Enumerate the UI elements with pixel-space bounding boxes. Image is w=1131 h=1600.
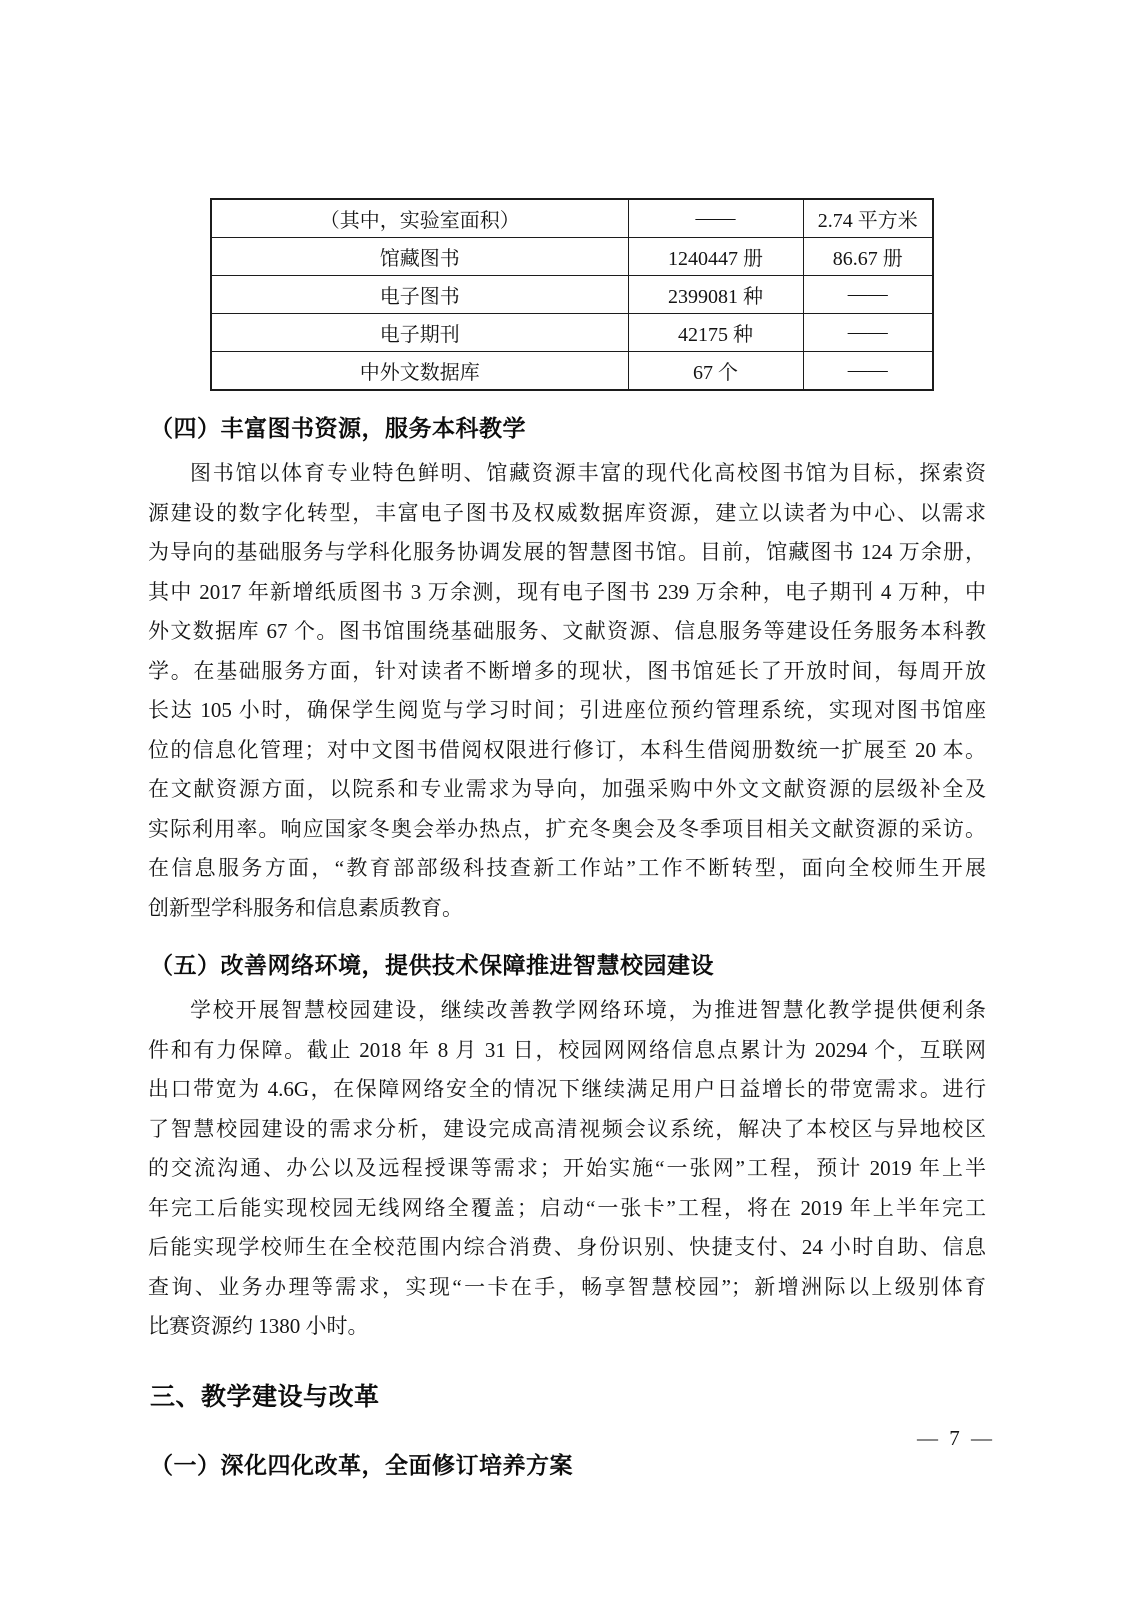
cell-total-value: 1240447 册 <box>628 238 803 276</box>
paragraph-line: 学校开展智慧校园建设，继续改善教学网络环境，为推进智慧化教学提供便利条 <box>190 998 986 1022</box>
cell-metric-name: 电子图书 <box>211 276 628 314</box>
paragraph-line: 为导向的基础服务与学科化服务协调发展的智慧图书馆。目前，馆藏图书 124 万余册， <box>148 540 986 564</box>
table-row <box>211 352 933 391</box>
section-4-paragraph <box>148 454 986 928</box>
paragraph-line: 在信息服务方面，“教育部部级科技查新工作站”工作不断转型，面向全校师生开展 <box>148 856 986 880</box>
paragraph-line: 件和有力保障。截止 2018 年 8 月 31 日，校园网网络信息点累计为 20294 个，互联网 <box>148 1037 986 1062</box>
paragraph-line: 创新型学科服务和信息素质教育。 <box>148 895 463 920</box>
paragraph-line: 长达 105 小时，确保学生阅览与学习时间；引进座位预约管理系统，实现对图书馆座 <box>148 698 986 722</box>
table-row <box>211 199 933 238</box>
page-content <box>148 0 986 1480</box>
cell-per-student-value: —— <box>803 276 933 314</box>
paragraph-line: 出口带宽为 4.6G，在保障网络安全的情况下继续满足用户日益增长的带宽需求。进行 <box>148 1077 986 1101</box>
cell-per-student-value: 2.74 平方米 <box>803 199 933 238</box>
cell-per-student-value: 86.67 册 <box>803 238 933 276</box>
paragraph-line: 源建设的数字化转型，丰富电子图书及权威数据库资源，建立以读者为中心、以需求 <box>148 500 986 525</box>
cell-metric-name: 馆藏图书 <box>211 238 628 276</box>
table-row <box>211 314 933 352</box>
paragraph-line: 的交流沟通、办公以及远程授课等需求；开始实施“一张网”工程，预计 2019 年上半 <box>148 1156 986 1180</box>
cell-total-value: 67 个 <box>628 352 803 391</box>
cell-total-value: —— <box>628 199 803 238</box>
chapter-heading-3: 三、教学建设与改革 <box>150 1382 380 1411</box>
paragraph-line: 图书馆以体育专业特色鲜明、馆藏资源丰富的现代化高校图书馆为目标，探索资 <box>190 461 986 485</box>
cell-per-student-value: —— <box>803 314 933 352</box>
cell-per-student-value: —— <box>803 352 933 391</box>
cell-metric-name: 电子期刊 <box>211 314 628 352</box>
paragraph-line: 查询、业务办理等需求，实现“一卡在手，畅享智慧校园”；新增洲际以上级别体育 <box>148 1274 986 1299</box>
table-row <box>211 238 933 276</box>
paragraph-line: 学。在基础服务方面，针对读者不断增多的现状，图书馆延长了开放时间，每周开放 <box>148 658 986 683</box>
paragraph-line: 外文数据库 67 个。图书馆围绕基础服务、文献资源、信息服务等建设任务服务本科教 <box>148 619 986 643</box>
cell-metric-name: 中外文数据库 <box>211 352 628 391</box>
table-row <box>211 276 933 314</box>
paragraph-line: 位的信息化管理；对中文图书借阅权限进行修订，本科生借阅册数统一扩展至 20 本。 <box>148 737 986 762</box>
section-heading-5: （五）改善网络环境，提供技术保障推进智慧校园建设 <box>150 952 714 978</box>
paragraph-line: 比赛资源约 1380 小时。 <box>148 1314 369 1338</box>
page-number: — 7 — <box>917 1426 995 1450</box>
library-stats-table <box>210 198 934 391</box>
section-heading-1: （一）深化四化改革，全面修订培养方案 <box>150 1451 573 1478</box>
cell-metric-name: （其中，实验室面积） <box>211 199 628 238</box>
paragraph-line: 了智慧校园建设的需求分析，建设完成高清视频会议系统，解决了本校区与异地校区 <box>148 1116 986 1141</box>
paragraph-line: 在文献资源方面，以院系和专业需求为导向，加强采购中外文文献资源的层级补全及 <box>148 777 986 801</box>
paragraph-line: 年完工后能实现校园无线网络全覆盖；启动“一张卡”工程，将在 2019 年上半年完工 <box>148 1195 986 1220</box>
paragraph-line: 其中 2017 年新增纸质图书 3 万余测，现有电子图书 239 万余种，电子期刊 4 万种，中 <box>148 579 986 604</box>
paragraph-line: 后能实现学校师生在全校范围内综合消费、身份识别、快捷支付、24 小时自助、信息 <box>148 1235 986 1259</box>
cell-total-value: 2399081 种 <box>628 276 803 314</box>
section-heading-4: （四）丰富图书资源，服务本科教学 <box>150 415 526 441</box>
cell-total-value: 42175 种 <box>628 314 803 352</box>
section-5-paragraph <box>148 991 986 1347</box>
paragraph-line: 实际利用率。响应国家冬奥会举办热点，扩充冬奥会及冬季项目相关文献资源的采访。 <box>148 816 986 841</box>
